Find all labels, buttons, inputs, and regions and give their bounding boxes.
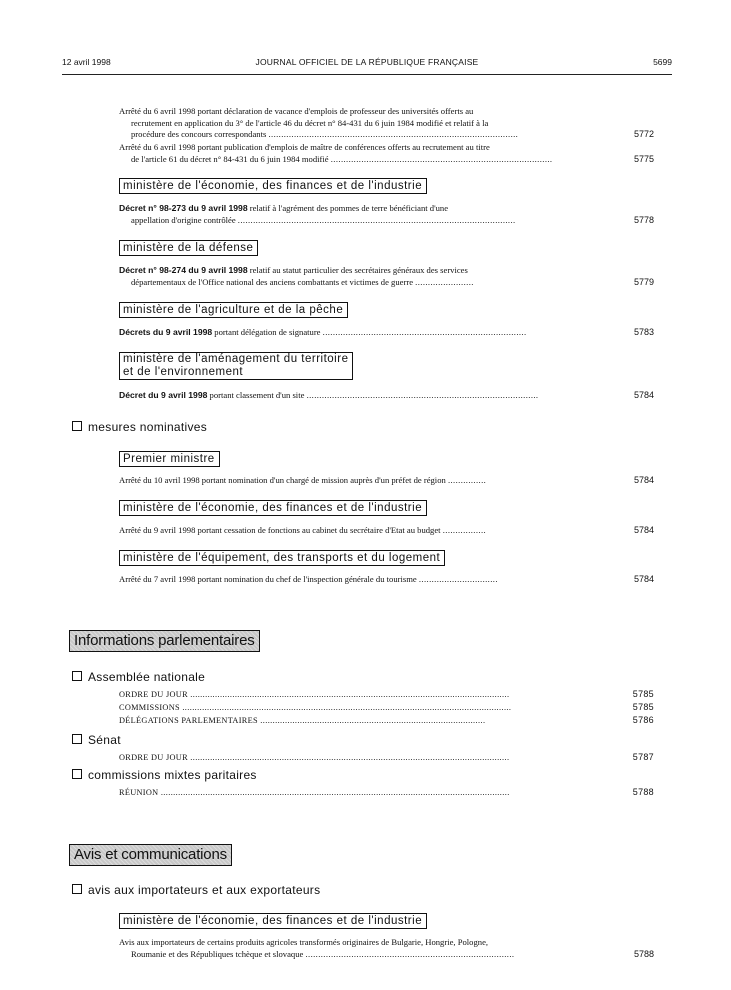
entry-text: Arrêté du 6 avril 1998 portant déclaration de vacance d'emplois de professeur des universités offerts au (119, 106, 474, 116)
entry-page: 5784 (633, 574, 654, 584)
entry-page: 5788 (632, 787, 654, 797)
entry-page: 5786 (632, 715, 654, 725)
section-heading-cmp (72, 768, 257, 782)
section-heading-mesures (72, 420, 207, 434)
entry-bold: Décret n° 98-274 du 9 avril 1998 (119, 265, 248, 275)
entry-page: 5787 (632, 752, 654, 762)
toc-entry: Décret du 9 avril 1998 portant classement d'un site ........................................................................................... 5784 (119, 390, 654, 400)
toc-entry: Arrêté du 7 avril 1998 portant nomination du chef de l'inspection générale du tourisme ............................... 5784 (119, 574, 654, 584)
header-rule (62, 74, 672, 75)
checkbox-square-icon (72, 884, 82, 894)
entry-page: 5785 (632, 702, 654, 712)
entry-page: 5784 (633, 475, 654, 485)
entry-page: 5778 (633, 214, 654, 225)
entry-page: 5784 (633, 525, 654, 535)
entry-bold: Décret n° 98-273 du 9 avril 1998 (119, 203, 248, 213)
entry-text: relatif à l'agrément des pommes de terre bénéficiant d'une (247, 203, 449, 213)
entry-text: Arrêté du 7 avril 1998 portant nomination du chef de l'inspection générale du tourisme (119, 574, 417, 584)
section-heading-avis-importateurs (72, 883, 320, 897)
ministry-heading-agriculture: ministère de l'agriculture et de la pêche (119, 302, 348, 318)
entry-page: 5785 (632, 689, 654, 699)
entry-bold: Décrets du 9 avril 1998 (119, 327, 213, 337)
entry-page: 5772 (633, 129, 654, 139)
section-heading-senat (72, 733, 121, 747)
page-header (62, 57, 672, 73)
toc-entry: Décret n° 98-274 du 9 avril 1998 relatif au statut particulier des secrétaires généraux des services départementaux de l'Office national des anciens combattants et victimes de guerre ....................... 5779 (119, 265, 654, 287)
entry-text: de l'article 61 du décret n° 84-431 du 6 juin 1984 modifié (131, 153, 329, 164)
ministry-heading-equipement: ministère de l'équipement, des transports et du logement (119, 550, 445, 566)
entry-text: procédure des concours correspondants (131, 129, 267, 139)
subentry-label: ORDRE DU JOUR (119, 690, 188, 699)
header-page-number: 5699 (653, 57, 672, 67)
entry-text: départementaux de l'Office national des anciens combattants et victimes de guerre (131, 276, 414, 287)
entry-text: Arrêté du 10 avril 1998 portant nomination d'un chargé de mission auprès d'un préfet de région (119, 475, 446, 485)
ministry-heading-line: et de l'environnement (123, 365, 244, 378)
entry-page: 5788 (633, 948, 654, 959)
section-label: commissions mixtes paritaires (88, 768, 257, 782)
toc-subentry: RÉUNION ............................................................................................................................................. 5788 (119, 787, 654, 797)
toc-entry: Arrêté du 10 avril 1998 portant nomination d'un chargé de mission auprès d'un préfet de région ............... 5784 (119, 475, 654, 485)
part-heading-informations: Informations parlementaires (69, 630, 260, 652)
header-journal-title: JOURNAL OFFICIEL DE LA RÉPUBLIQUE FRANÇAISE (255, 57, 479, 67)
entry-text: relatif au statut particulier des secrétaires généraux des services (247, 265, 468, 275)
ministry-heading-line: ministère de l'aménagement du territoire (123, 353, 349, 365)
checkbox-square-icon (72, 671, 82, 681)
ministry-heading-defense: ministère de la défense (119, 240, 258, 256)
ministry-heading-economie-3: ministère de l'économie, des finances et de l'industrie (119, 913, 427, 929)
entry-text: Avis aux importateurs de certains produits agricoles transformés originaires de Bulgarie, Hongrie, Pologne, (119, 937, 489, 947)
ministry-heading-economie-2: ministère de l'économie, des finances et de l'industrie (119, 500, 427, 516)
section-label: mesures nominatives (88, 420, 208, 434)
entry-bold: Décret du 9 avril 1998 (119, 390, 208, 400)
entry-text: recrutement en application du 3° de l'article 46 du décret n° 84-431 du 6 juin 1984 modifié et relatif à la (131, 117, 489, 128)
subentry-label: DÉLÉGATIONS PARLEMENTAIRES (119, 716, 258, 725)
entry-page: 5784 (633, 390, 654, 400)
entry-page: 5779 (633, 276, 654, 287)
toc-subentry: COMMISSIONS ..................................................................................................................................... 5785 (119, 702, 654, 712)
subentry-label: COMMISSIONS (119, 703, 180, 712)
section-label: Sénat (88, 733, 121, 747)
toc-entry: Avis aux importateurs de certains produits agricoles transformés originaires de Bulgarie, Hongrie, Pologne, Roumanie et des Républiques tchèque et slovaque .................................................................................. 5788 (119, 937, 654, 959)
checkbox-square-icon (72, 421, 82, 431)
entry-text: portant classement d'un site (207, 390, 305, 400)
ministry-heading-amenagement (119, 352, 353, 380)
entry-page: 5783 (633, 327, 654, 337)
entry-page: 5775 (633, 153, 654, 164)
subentry-label: RÉUNION (119, 788, 159, 797)
toc-subentry: DÉLÉGATIONS PARLEMENTAIRES ........................................................................................... 5786 (119, 715, 654, 725)
toc-entry: Arrêté du 6 avril 1998 portant publication d'emplois de maître de conférences offerts au recrutement au titre de l'article 61 du décret n° 84-431 du 6 juin 1984 modifié ....................................................................................... 5775 (119, 142, 654, 164)
header-date: 12 avril 1998 (62, 57, 111, 67)
entry-text: Arrêté du 6 avril 1998 portant publication d'emplois de maître de conférences offerts au recrutement au titre (119, 142, 490, 152)
section-label: Assemblée nationale (88, 670, 206, 684)
checkbox-square-icon (72, 769, 82, 779)
toc-entry: Arrêté du 6 avril 1998 portant déclaration de vacance d'emplois de professeur des universités offerts au recrutement en application du 3° de l'article 46 du décret n° 84-431 du 6 juin 1984 modifié et relatif à la procédure des concours correspondants .................................................................................................. 5772 (119, 106, 654, 139)
part-heading-avis: Avis et communications (69, 844, 232, 866)
ministry-heading-economie: ministère de l'économie, des finances et de l'industrie (119, 178, 427, 194)
checkbox-square-icon (72, 734, 82, 744)
ministry-heading-premier: Premier ministre (119, 451, 220, 467)
section-label: avis aux importateurs et aux exportateurs (88, 883, 321, 897)
entry-text: portant délégation de signature (212, 327, 321, 337)
section-heading-assemblee (72, 670, 205, 684)
toc-entry: Décret n° 98-273 du 9 avril 1998 relatif à l'agrément des pommes de terre bénéficiant d'une appellation d'origine contrôlée ............................................................................................................. 5778 (119, 203, 654, 225)
subentry-label: ORDRE DU JOUR (119, 753, 188, 762)
toc-entry: Décrets du 9 avril 1998 portant délégation de signature ................................................................................ 5783 (119, 327, 654, 337)
toc-entry: Arrêté du 9 avril 1998 portant cessation de fonctions au cabinet du secrétaire d'Etat au budget ................. 5784 (119, 525, 654, 535)
entry-text: appellation d'origine contrôlée (131, 214, 236, 225)
entry-text: Arrêté du 9 avril 1998 portant cessation de fonctions au cabinet du secrétaire d'Etat au budget (119, 525, 441, 535)
toc-subentry: ORDRE DU JOUR ................................................................................................................................. 5785 (119, 689, 654, 699)
toc-subentry: ORDRE DU JOUR ................................................................................................................................. 5787 (119, 752, 654, 762)
entry-text: Roumanie et des Républiques tchèque et slovaque (131, 948, 304, 959)
